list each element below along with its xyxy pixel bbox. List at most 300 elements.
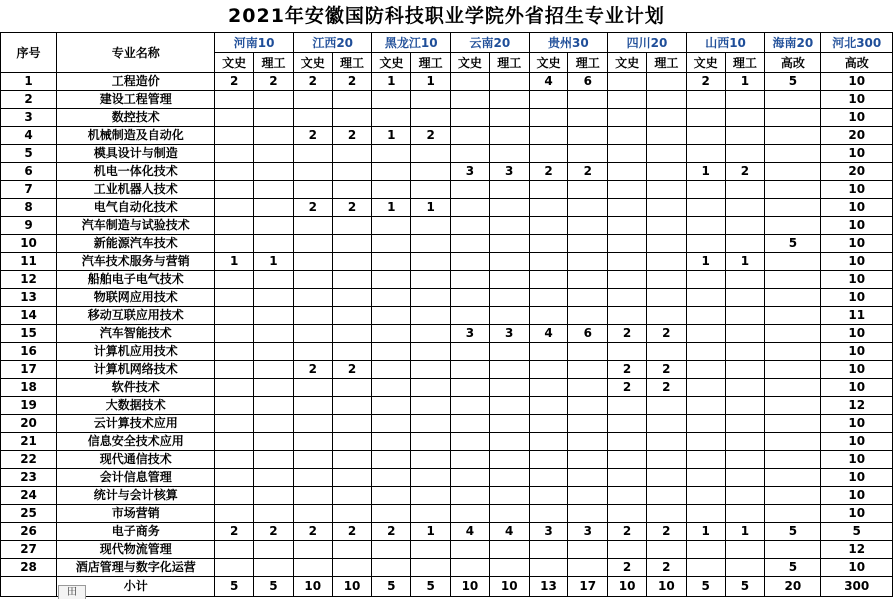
row-value (725, 361, 765, 379)
table-row (1, 235, 893, 253)
row-value (568, 91, 608, 109)
row-value (529, 91, 568, 109)
row-value (568, 145, 608, 163)
row-value (568, 271, 608, 289)
row-value (293, 325, 332, 343)
row-value: 3 (489, 163, 529, 181)
row-value (332, 343, 372, 361)
row-value (332, 325, 372, 343)
row-value (254, 343, 294, 361)
header-subject: 文史 (686, 53, 725, 73)
row-value (489, 343, 529, 361)
row-value (608, 307, 647, 325)
row-value (372, 235, 411, 253)
row-value (765, 127, 821, 145)
row-value (765, 469, 821, 487)
row-value (254, 217, 294, 235)
row-value (646, 253, 686, 271)
row-value (489, 541, 529, 559)
row-value (411, 487, 451, 505)
row-value (686, 289, 725, 307)
total-row (1, 577, 893, 597)
row-value (372, 307, 411, 325)
row-value: 10 (821, 235, 893, 253)
row-value (489, 109, 529, 127)
row-value (489, 559, 529, 577)
row-value (411, 559, 451, 577)
row-value (529, 127, 568, 145)
row-value: 2 (686, 73, 725, 91)
row-major: 大数据技术 (57, 397, 215, 415)
row-major: 酒店管理与数字化运营 (57, 559, 215, 577)
row-value (725, 307, 765, 325)
total-value: 10 (332, 577, 372, 597)
header-subject: 理工 (725, 53, 765, 73)
table-row (1, 145, 893, 163)
row-seq: 7 (1, 181, 57, 199)
row-value (765, 397, 821, 415)
row-value (451, 145, 490, 163)
header-province: 云南20 (451, 33, 530, 53)
header-subject: 理工 (411, 53, 451, 73)
row-value (725, 559, 765, 577)
row-value (489, 127, 529, 145)
row-value (608, 253, 647, 271)
row-value (765, 289, 821, 307)
header-province: 四川20 (608, 33, 687, 53)
row-value (765, 361, 821, 379)
total-value: 10 (293, 577, 332, 597)
row-value (529, 451, 568, 469)
row-value (254, 235, 294, 253)
row-value: 2 (332, 199, 372, 217)
row-value (451, 307, 490, 325)
table-row (1, 433, 893, 451)
row-value: 3 (568, 523, 608, 541)
total-value: 10 (489, 577, 529, 597)
row-value (686, 271, 725, 289)
enrollment-plan-table (0, 32, 893, 597)
row-value (608, 109, 647, 127)
header-subject: 理工 (568, 53, 608, 73)
row-value (489, 199, 529, 217)
row-value: 5 (821, 523, 893, 541)
row-seq: 16 (1, 343, 57, 361)
row-value (686, 559, 725, 577)
row-seq: 28 (1, 559, 57, 577)
row-value (725, 271, 765, 289)
row-value: 2 (529, 163, 568, 181)
row-value: 3 (451, 325, 490, 343)
row-value (529, 397, 568, 415)
row-seq: 8 (1, 199, 57, 217)
row-value: 4 (529, 325, 568, 343)
row-seq: 19 (1, 397, 57, 415)
row-value (489, 451, 529, 469)
row-value (529, 217, 568, 235)
row-value (529, 145, 568, 163)
row-value (765, 91, 821, 109)
row-value: 4 (529, 73, 568, 91)
row-seq: 10 (1, 235, 57, 253)
row-value: 10 (821, 91, 893, 109)
row-value (411, 325, 451, 343)
row-value (529, 253, 568, 271)
row-value (529, 379, 568, 397)
row-value (489, 469, 529, 487)
row-value (254, 433, 294, 451)
row-value (646, 397, 686, 415)
row-value (372, 325, 411, 343)
row-value (293, 559, 332, 577)
row-value: 10 (821, 199, 893, 217)
row-value (568, 397, 608, 415)
row-value (489, 91, 529, 109)
row-value: 10 (821, 109, 893, 127)
row-value (293, 145, 332, 163)
header-subject: 文史 (372, 53, 411, 73)
row-value: 10 (821, 433, 893, 451)
row-major: 物联网应用技术 (57, 289, 215, 307)
row-value (451, 181, 490, 199)
row-seq: 3 (1, 109, 57, 127)
table-row (1, 181, 893, 199)
row-value (372, 145, 411, 163)
row-seq: 9 (1, 217, 57, 235)
row-major: 移动互联应用技术 (57, 307, 215, 325)
row-value (293, 289, 332, 307)
row-value (293, 109, 332, 127)
row-value (372, 217, 411, 235)
row-value (529, 307, 568, 325)
row-value (646, 343, 686, 361)
total-value: 10 (451, 577, 490, 597)
table-row (1, 91, 893, 109)
row-value (215, 163, 254, 181)
row-value (254, 415, 294, 433)
row-value (411, 541, 451, 559)
row-value: 3 (451, 163, 490, 181)
total-value: 5 (686, 577, 725, 597)
header-subject: 理工 (332, 53, 372, 73)
row-value (725, 181, 765, 199)
row-value: 1 (725, 73, 765, 91)
row-value: 10 (821, 217, 893, 235)
row-value: 3 (529, 523, 568, 541)
row-value (254, 145, 294, 163)
row-value (765, 487, 821, 505)
row-value (332, 379, 372, 397)
row-major: 会计信息管理 (57, 469, 215, 487)
header-subject: 文史 (451, 53, 490, 73)
row-value (646, 91, 686, 109)
row-value: 2 (293, 73, 332, 91)
row-value (451, 415, 490, 433)
row-value (215, 469, 254, 487)
row-value (686, 433, 725, 451)
row-value (332, 541, 372, 559)
row-value (725, 217, 765, 235)
row-value (529, 487, 568, 505)
row-value (608, 217, 647, 235)
row-value (725, 397, 765, 415)
row-value (293, 451, 332, 469)
row-value (254, 361, 294, 379)
row-value (608, 163, 647, 181)
table-row (1, 361, 893, 379)
row-value (765, 415, 821, 433)
row-value (215, 145, 254, 163)
row-value (215, 127, 254, 145)
row-value (608, 451, 647, 469)
row-value (332, 91, 372, 109)
row-value: 1 (254, 253, 294, 271)
row-value (293, 415, 332, 433)
row-value: 2 (608, 379, 647, 397)
row-value (215, 235, 254, 253)
row-value (646, 217, 686, 235)
header-province: 河北300 (821, 33, 893, 53)
row-value (765, 451, 821, 469)
row-value (332, 487, 372, 505)
total-value: 17 (568, 577, 608, 597)
row-value: 3 (489, 325, 529, 343)
row-value (489, 415, 529, 433)
row-value (765, 217, 821, 235)
row-value (372, 505, 411, 523)
row-value (568, 415, 608, 433)
row-value (411, 91, 451, 109)
row-seq: 2 (1, 91, 57, 109)
row-value: 2 (646, 361, 686, 379)
row-value: 2 (254, 523, 294, 541)
row-value (254, 181, 294, 199)
row-value (411, 451, 451, 469)
row-value: 1 (411, 199, 451, 217)
row-value (254, 379, 294, 397)
row-value (529, 559, 568, 577)
row-value (686, 145, 725, 163)
row-value (646, 415, 686, 433)
row-value (215, 559, 254, 577)
row-value (215, 451, 254, 469)
row-value: 10 (821, 415, 893, 433)
row-value (254, 559, 294, 577)
row-value (568, 361, 608, 379)
row-value: 10 (821, 451, 893, 469)
row-value (686, 469, 725, 487)
row-major: 统计与会计核算 (57, 487, 215, 505)
row-value: 20 (821, 127, 893, 145)
row-value (489, 307, 529, 325)
total-seq (1, 577, 57, 597)
row-value (725, 415, 765, 433)
row-seq: 5 (1, 145, 57, 163)
row-value: 10 (821, 505, 893, 523)
row-value (215, 199, 254, 217)
row-value (372, 163, 411, 181)
row-value (686, 487, 725, 505)
row-value: 10 (821, 271, 893, 289)
row-value (215, 217, 254, 235)
row-seq: 20 (1, 415, 57, 433)
row-value (254, 505, 294, 523)
row-value (686, 541, 725, 559)
row-value (765, 109, 821, 127)
row-value (489, 433, 529, 451)
row-value (411, 361, 451, 379)
row-value (254, 127, 294, 145)
table-row (1, 199, 893, 217)
row-value (529, 541, 568, 559)
row-value (332, 505, 372, 523)
row-value (608, 397, 647, 415)
row-value (332, 469, 372, 487)
row-value: 10 (821, 379, 893, 397)
total-value: 5 (254, 577, 294, 597)
row-value (451, 469, 490, 487)
row-value (489, 487, 529, 505)
row-value (529, 235, 568, 253)
row-value (293, 253, 332, 271)
row-value (686, 181, 725, 199)
row-value (608, 289, 647, 307)
row-value (411, 181, 451, 199)
row-value (765, 271, 821, 289)
row-value (215, 379, 254, 397)
row-value (608, 469, 647, 487)
header-subject: 高改 (821, 53, 893, 73)
row-value (646, 505, 686, 523)
table-row (1, 289, 893, 307)
row-value (451, 361, 490, 379)
row-value (725, 379, 765, 397)
row-value (293, 91, 332, 109)
row-value (646, 289, 686, 307)
row-value (411, 469, 451, 487)
row-value (568, 559, 608, 577)
row-value (215, 505, 254, 523)
row-value (372, 271, 411, 289)
row-value (451, 397, 490, 415)
row-value: 2 (646, 523, 686, 541)
row-value (332, 217, 372, 235)
row-value (411, 379, 451, 397)
row-value: 10 (821, 469, 893, 487)
row-value (451, 433, 490, 451)
row-value: 2 (568, 163, 608, 181)
row-value: 2 (372, 523, 411, 541)
row-value (608, 91, 647, 109)
row-value (215, 397, 254, 415)
row-value (411, 343, 451, 361)
row-value (765, 541, 821, 559)
row-value: 10 (821, 487, 893, 505)
header-province: 海南20 (765, 33, 821, 53)
row-value (293, 271, 332, 289)
row-value: 2 (293, 361, 332, 379)
row-value (293, 181, 332, 199)
row-value (451, 127, 490, 145)
row-value (215, 307, 254, 325)
row-value (332, 145, 372, 163)
row-value (215, 271, 254, 289)
row-value: 10 (821, 181, 893, 199)
row-value (372, 379, 411, 397)
row-value (489, 505, 529, 523)
row-value: 1 (372, 199, 411, 217)
row-value (254, 289, 294, 307)
row-value (608, 343, 647, 361)
header-major: 专业名称 (57, 33, 215, 73)
header-subject: 理工 (646, 53, 686, 73)
row-value: 1 (686, 253, 725, 271)
row-value (451, 343, 490, 361)
row-value (765, 433, 821, 451)
total-value: 13 (529, 577, 568, 597)
row-value: 11 (821, 307, 893, 325)
row-value: 1 (411, 523, 451, 541)
sheet-tab-icon[interactable]: 田 (58, 585, 86, 599)
row-value (686, 91, 725, 109)
table-row (1, 505, 893, 523)
row-value (686, 397, 725, 415)
header-province: 贵州30 (529, 33, 608, 53)
row-major: 新能源汽车技术 (57, 235, 215, 253)
row-major: 数控技术 (57, 109, 215, 127)
row-value (765, 325, 821, 343)
table-row (1, 397, 893, 415)
row-seq: 21 (1, 433, 57, 451)
row-major: 软件技术 (57, 379, 215, 397)
row-value (608, 127, 647, 145)
row-value (451, 109, 490, 127)
row-value: 2 (215, 523, 254, 541)
row-major: 现代通信技术 (57, 451, 215, 469)
row-value (411, 235, 451, 253)
row-value (293, 379, 332, 397)
row-value (411, 253, 451, 271)
row-value: 2 (332, 127, 372, 145)
row-value (765, 253, 821, 271)
row-value (568, 505, 608, 523)
row-value (568, 289, 608, 307)
row-value (293, 235, 332, 253)
row-value: 2 (646, 325, 686, 343)
row-major: 船舶电子电气技术 (57, 271, 215, 289)
row-value (568, 235, 608, 253)
row-value (529, 415, 568, 433)
row-value (765, 199, 821, 217)
row-value (725, 433, 765, 451)
row-value (451, 253, 490, 271)
row-seq: 1 (1, 73, 57, 91)
row-value (215, 325, 254, 343)
row-value (725, 541, 765, 559)
row-seq: 26 (1, 523, 57, 541)
row-major: 建设工程管理 (57, 91, 215, 109)
table-row (1, 109, 893, 127)
table-row (1, 307, 893, 325)
row-value (646, 73, 686, 91)
row-value (646, 469, 686, 487)
row-value (765, 343, 821, 361)
header-province: 江西20 (293, 33, 372, 53)
row-value (372, 469, 411, 487)
row-value (411, 145, 451, 163)
row-value (646, 541, 686, 559)
table-row (1, 253, 893, 271)
